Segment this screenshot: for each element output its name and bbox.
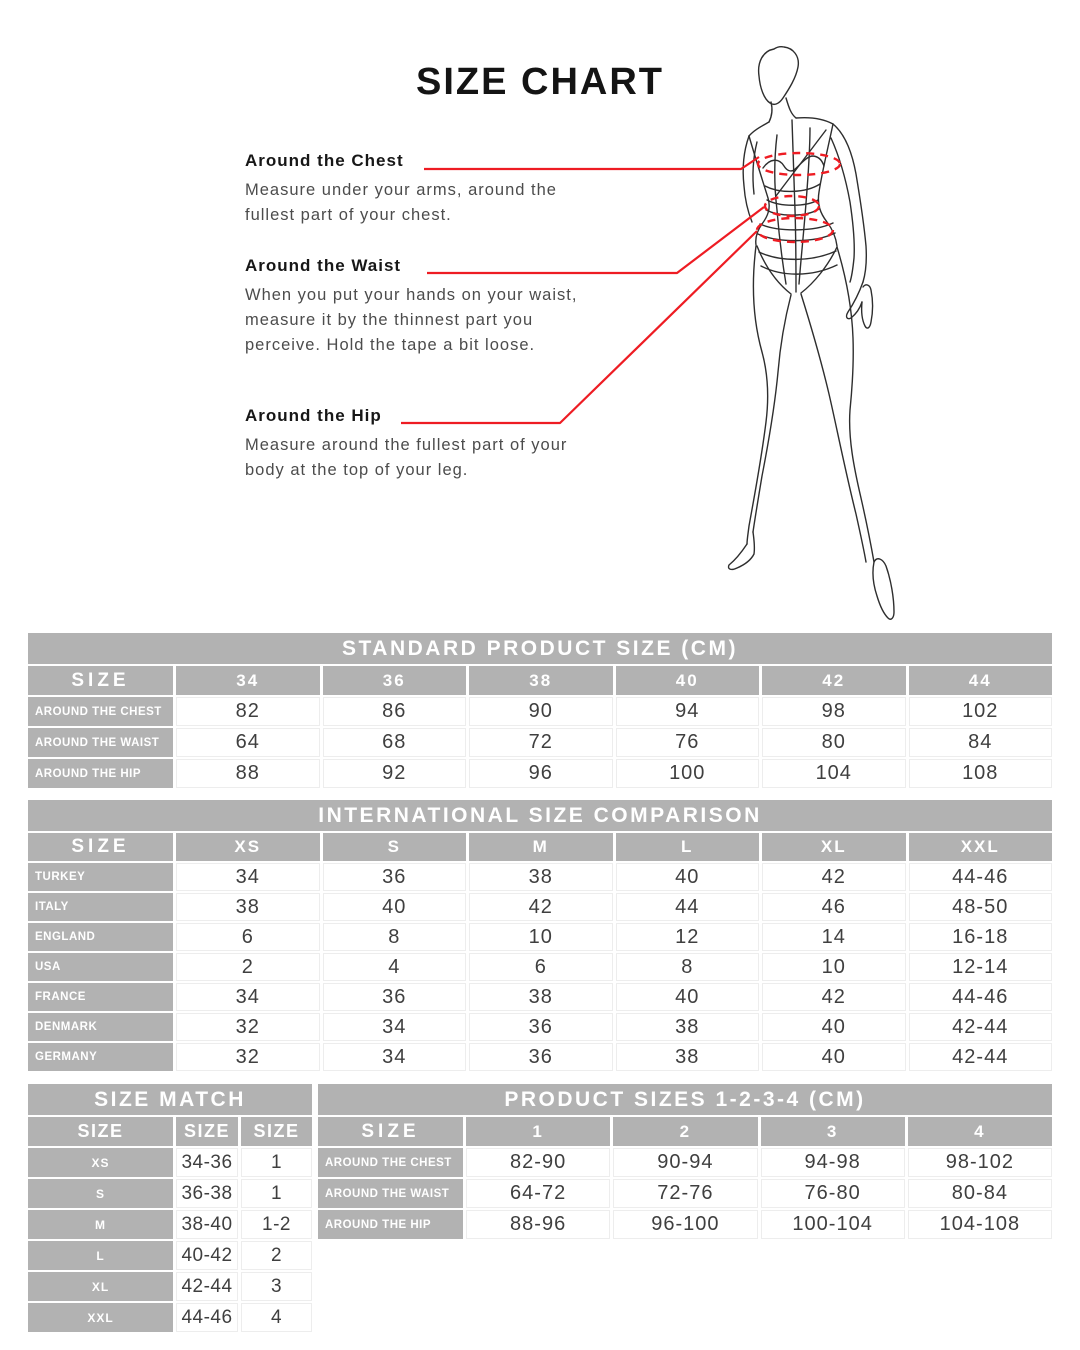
- row-label: AROUND THE CHEST: [28, 697, 173, 726]
- chest-measure-ellipse: [758, 153, 840, 175]
- table-cell: 84: [909, 728, 1053, 757]
- column-header: 38: [469, 666, 613, 695]
- table-cell: 38: [469, 983, 613, 1011]
- note-heading: Around the Waist: [245, 256, 402, 275]
- table-cell: 38: [469, 863, 613, 891]
- size-match-table: [28, 1084, 312, 1332]
- note-text-line: measure it by the thinnest part you: [245, 311, 534, 329]
- table-cell: 6: [469, 953, 613, 981]
- table-cell: 104-108: [908, 1210, 1052, 1239]
- row-label: ENGLAND: [28, 923, 173, 951]
- note-heading: Around the Hip: [245, 406, 382, 425]
- table-cell: 90: [469, 697, 613, 726]
- table-cell: 72-76: [613, 1179, 757, 1208]
- note-text-line: When you put your hands on your waist,: [245, 286, 578, 304]
- table-cell: 34-36: [176, 1148, 238, 1177]
- table-cell: 88-96: [466, 1210, 610, 1239]
- table-cell: 38: [616, 1043, 760, 1071]
- column-header: XL: [762, 833, 906, 861]
- note-text-line: fullest part of your chest.: [245, 206, 452, 224]
- table-cell: 82-90: [466, 1148, 610, 1177]
- table-cell: 72: [469, 728, 613, 757]
- table-cell: 40: [762, 1043, 906, 1071]
- table-cell: 100: [616, 759, 760, 788]
- table-cell: 34: [176, 863, 320, 891]
- table-cell: 40: [323, 893, 467, 921]
- table-cell: 1-2: [241, 1210, 312, 1239]
- table-cell: 90-94: [613, 1148, 757, 1177]
- table-cell: 38: [176, 893, 320, 921]
- table-title: SIZE MATCH: [28, 1084, 312, 1115]
- table-cell: 34: [323, 1013, 467, 1041]
- column-header: 40: [616, 666, 760, 695]
- table-cell: 36: [323, 983, 467, 1011]
- note-text-line: Measure around the fullest part of your: [245, 436, 568, 454]
- table-cell: 98-102: [908, 1148, 1052, 1177]
- column-header: 42: [762, 666, 906, 695]
- table-cell: 64: [176, 728, 320, 757]
- column-header: SIZE: [176, 1117, 238, 1146]
- table-cell: 102: [909, 697, 1053, 726]
- table-cell: 46: [762, 893, 906, 921]
- hip-measure-note: [245, 406, 675, 483]
- row-label: GERMANY: [28, 1043, 173, 1071]
- column-header: SIZE: [318, 1117, 463, 1146]
- column-header: XS: [176, 833, 320, 861]
- table-cell: 44-46: [909, 863, 1053, 891]
- note-text-line: perceive. Hold the tape a bit loose.: [245, 336, 536, 354]
- table-cell: 1: [241, 1179, 312, 1208]
- table-cell: 48-50: [909, 893, 1053, 921]
- product-sizes-table: [318, 1084, 1052, 1239]
- table-cell: 86: [323, 697, 467, 726]
- row-label: TURKEY: [28, 863, 173, 891]
- row-label: S: [28, 1179, 173, 1208]
- row-label: DENMARK: [28, 1013, 173, 1041]
- table-cell: 42-44: [176, 1272, 238, 1301]
- table-cell: 44: [616, 893, 760, 921]
- row-label: L: [28, 1241, 173, 1270]
- table-cell: 34: [176, 983, 320, 1011]
- row-label: AROUND THE CHEST: [318, 1148, 463, 1177]
- table-cell: 6: [176, 923, 320, 951]
- table-cell: 92: [323, 759, 467, 788]
- table-cell: 38: [616, 1013, 760, 1041]
- column-header: 44: [909, 666, 1053, 695]
- table-cell: 42-44: [909, 1043, 1053, 1071]
- row-label: XS: [28, 1148, 173, 1177]
- table-cell: 40: [762, 1013, 906, 1041]
- table-cell: 8: [616, 953, 760, 981]
- column-header: 4: [908, 1117, 1052, 1146]
- table-cell: 16-18: [909, 923, 1053, 951]
- table-cell: 94: [616, 697, 760, 726]
- table-cell: 42: [762, 863, 906, 891]
- row-label: XL: [28, 1272, 173, 1301]
- column-header: S: [323, 833, 467, 861]
- table-cell: 36: [469, 1043, 613, 1071]
- table-cell: 10: [469, 923, 613, 951]
- table-cell: 2: [241, 1241, 312, 1270]
- table-cell: 8: [323, 923, 467, 951]
- row-label: AROUND THE WAIST: [28, 728, 173, 757]
- table-cell: 76-80: [761, 1179, 905, 1208]
- table-cell: 44-46: [909, 983, 1053, 1011]
- row-label: AROUND THE HIP: [318, 1210, 463, 1239]
- croquis-figure: [728, 47, 894, 620]
- table-cell: 96-100: [613, 1210, 757, 1239]
- table-cell: 12: [616, 923, 760, 951]
- note-text-line: Measure under your arms, around the: [245, 181, 557, 199]
- table-cell: 100-104: [761, 1210, 905, 1239]
- note-text-line: body at the top of your leg.: [245, 461, 469, 479]
- column-header: SIZE: [28, 833, 173, 861]
- column-header: SIZE: [28, 1117, 173, 1146]
- note-heading: Around the Chest: [245, 151, 404, 170]
- table-cell: 82: [176, 697, 320, 726]
- table-cell: 96: [469, 759, 613, 788]
- column-header: XXL: [909, 833, 1053, 861]
- row-label: AROUND THE WAIST: [318, 1179, 463, 1208]
- table-title: PRODUCT SIZES 1-2-3-4 (CM): [318, 1084, 1052, 1115]
- table-cell: 14: [762, 923, 906, 951]
- table-cell: 42: [469, 893, 613, 921]
- standard-product-size-table: [28, 633, 1052, 788]
- international-size-comparison-table: [28, 800, 1052, 1071]
- table-cell: 1: [241, 1148, 312, 1177]
- table-cell: 3: [241, 1272, 312, 1301]
- column-header: SIZE: [241, 1117, 312, 1146]
- table-cell: 36-38: [176, 1179, 238, 1208]
- table-cell: 80: [762, 728, 906, 757]
- table-cell: 68: [323, 728, 467, 757]
- column-header: SIZE: [28, 666, 173, 695]
- table-title: INTERNATIONAL SIZE COMPARISON: [28, 800, 1052, 831]
- table-cell: 88: [176, 759, 320, 788]
- table-cell: 108: [909, 759, 1053, 788]
- waist-measure-note: [245, 256, 675, 358]
- table-cell: 12-14: [909, 953, 1053, 981]
- column-header: 2: [613, 1117, 757, 1146]
- table-cell: 34: [323, 1043, 467, 1071]
- column-header: 3: [761, 1117, 905, 1146]
- table-cell: 2: [176, 953, 320, 981]
- table-cell: 40: [616, 863, 760, 891]
- table-cell: 32: [176, 1013, 320, 1041]
- table-title: STANDARD PRODUCT SIZE (CM): [28, 633, 1052, 664]
- table-cell: 40-42: [176, 1241, 238, 1270]
- table-cell: 44-46: [176, 1303, 238, 1332]
- table-cell: 42-44: [909, 1013, 1053, 1041]
- table-cell: 42: [762, 983, 906, 1011]
- table-cell: 40: [616, 983, 760, 1011]
- table-cell: 4: [241, 1303, 312, 1332]
- table-cell: 80-84: [908, 1179, 1052, 1208]
- table-cell: 38-40: [176, 1210, 238, 1239]
- row-label: M: [28, 1210, 173, 1239]
- table-cell: 36: [469, 1013, 613, 1041]
- table-cell: 98: [762, 697, 906, 726]
- table-cell: 10: [762, 953, 906, 981]
- row-label: XXL: [28, 1303, 173, 1332]
- table-cell: 32: [176, 1043, 320, 1071]
- table-cell: 4: [323, 953, 467, 981]
- table-cell: 94-98: [761, 1148, 905, 1177]
- column-header: 36: [323, 666, 467, 695]
- column-header: 34: [176, 666, 320, 695]
- row-label: USA: [28, 953, 173, 981]
- table-cell: 76: [616, 728, 760, 757]
- table-cell: 36: [323, 863, 467, 891]
- column-header: 1: [466, 1117, 610, 1146]
- chest-measure-note: [245, 151, 675, 228]
- column-header: L: [616, 833, 760, 861]
- row-label: FRANCE: [28, 983, 173, 1011]
- page-title: SIZE CHART: [416, 61, 664, 104]
- row-label: ITALY: [28, 893, 173, 921]
- row-label: AROUND THE HIP: [28, 759, 173, 788]
- table-cell: 64-72: [466, 1179, 610, 1208]
- column-header: M: [469, 833, 613, 861]
- table-cell: 104: [762, 759, 906, 788]
